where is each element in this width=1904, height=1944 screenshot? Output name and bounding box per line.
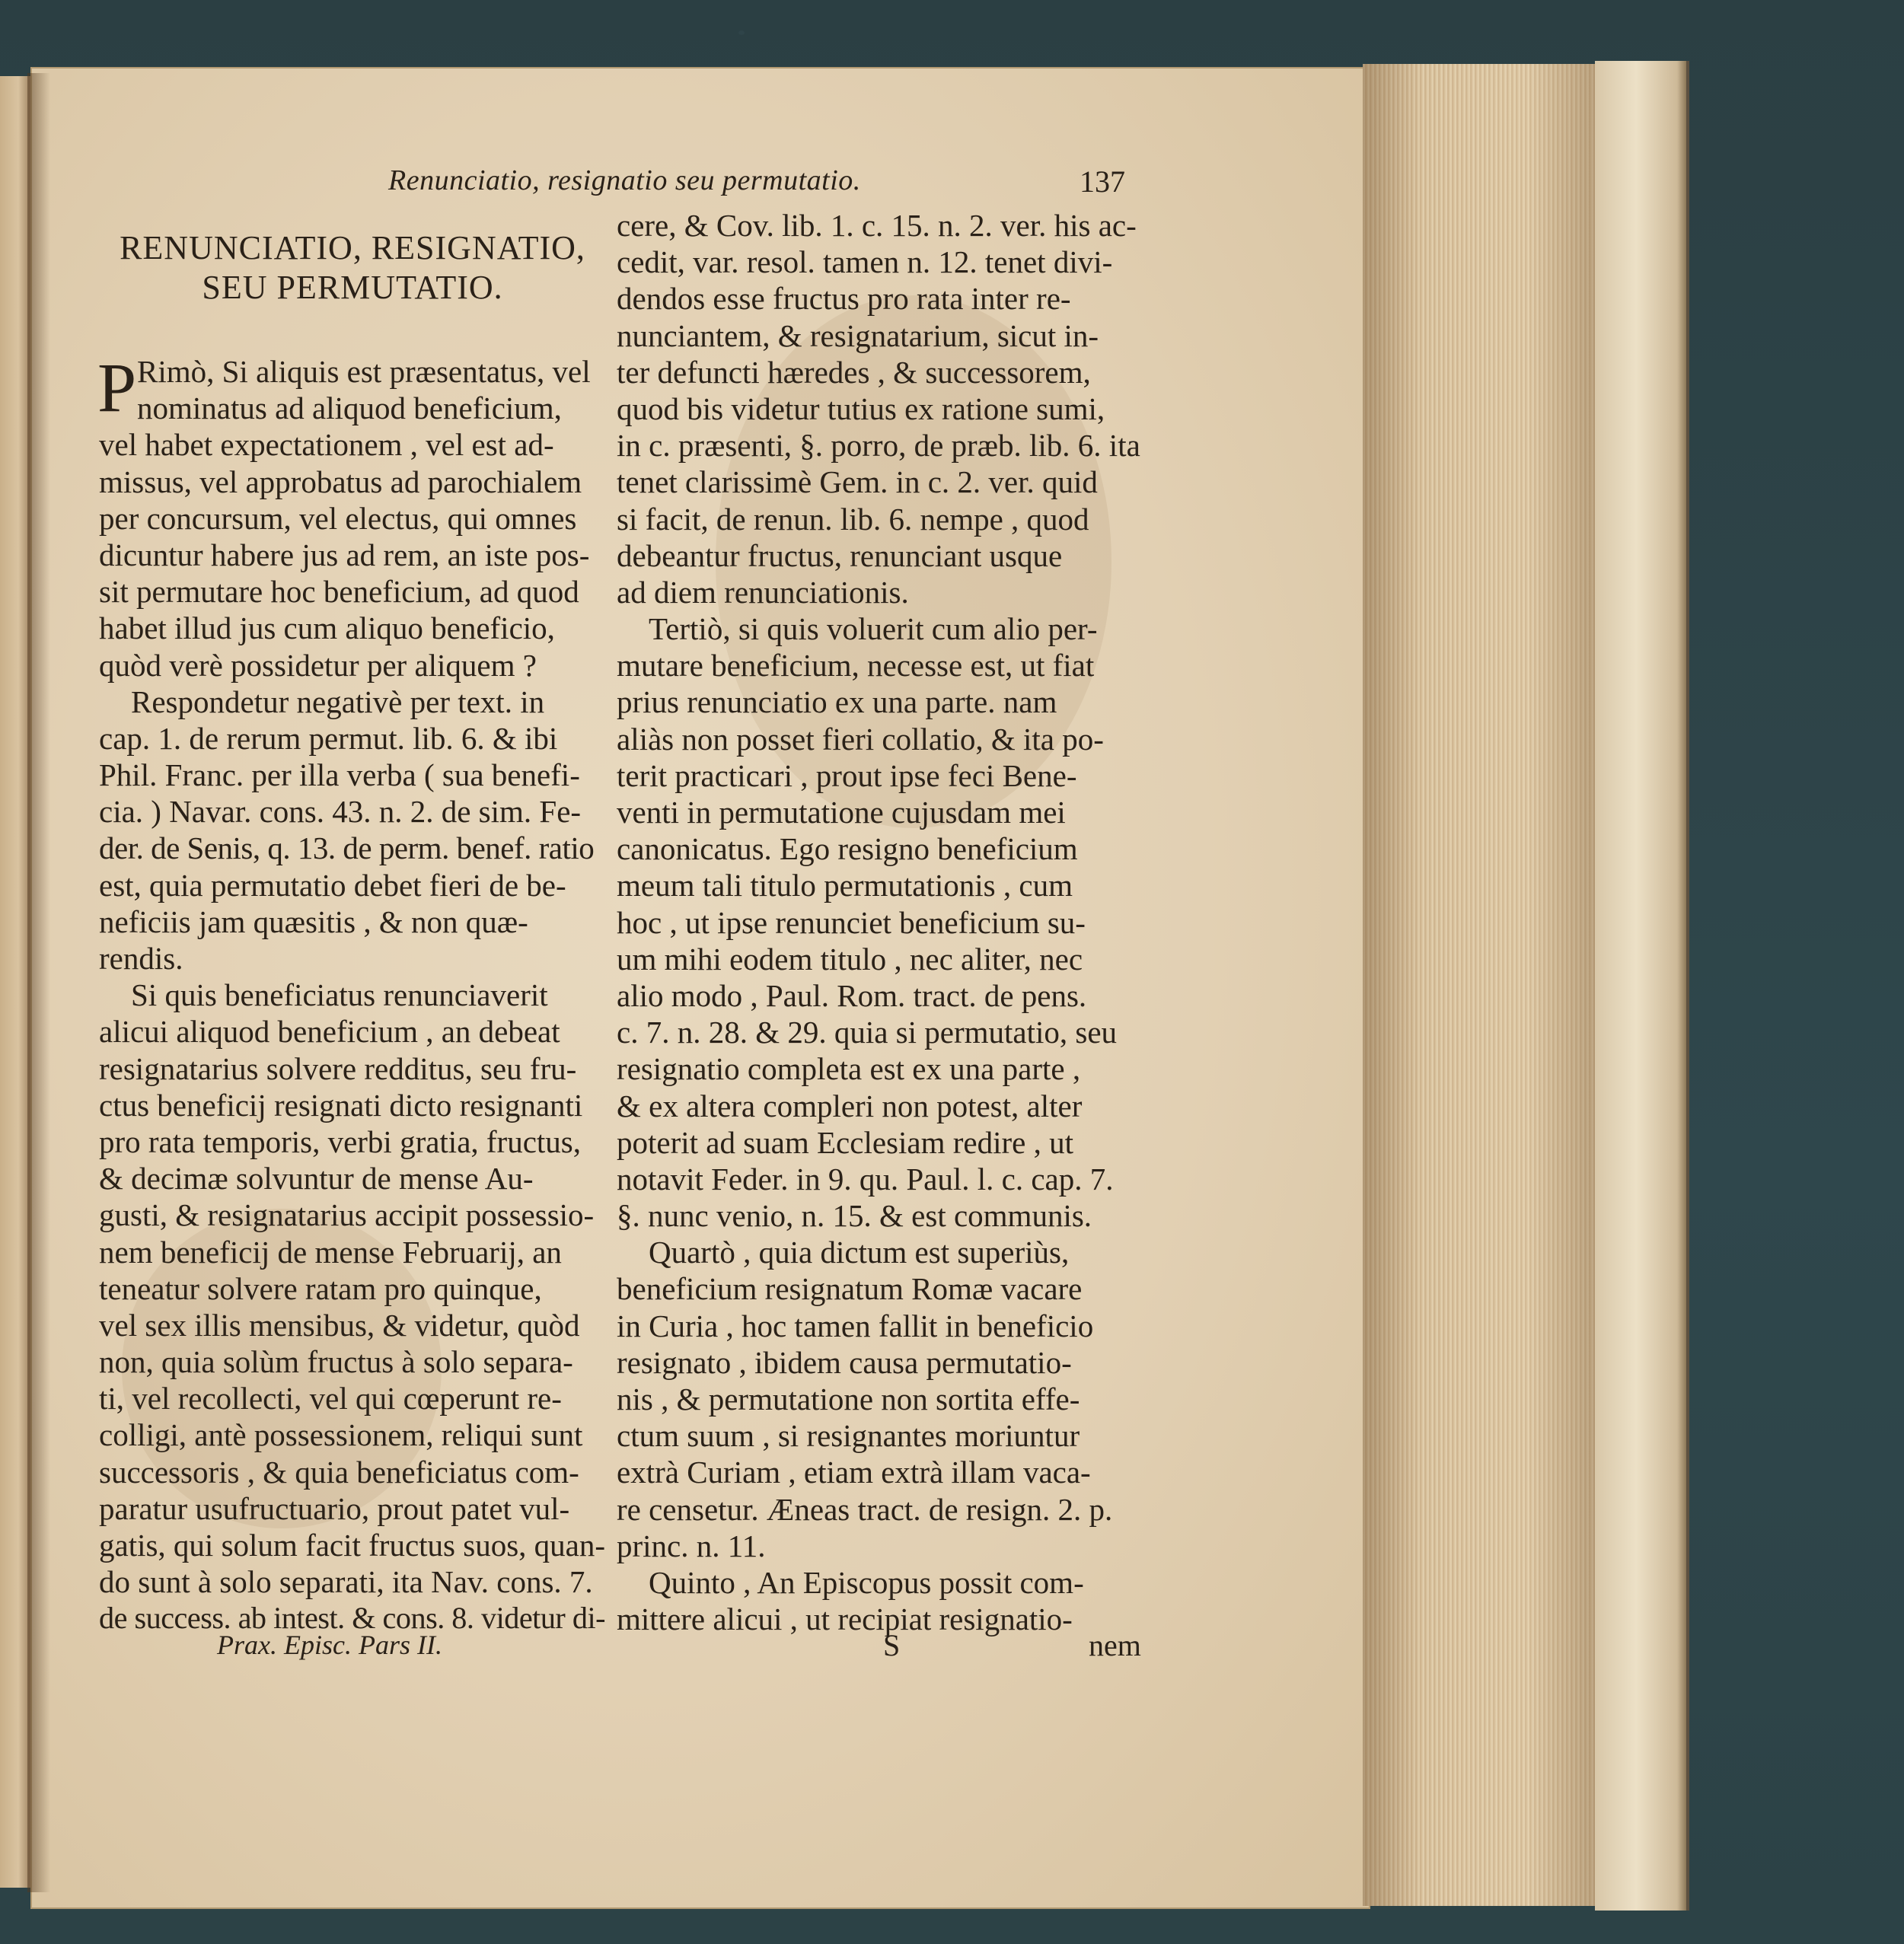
left-text-line: colligi, antè possessionem, reliqui sunt — [99, 1417, 583, 1453]
right-text-line: c. 7. n. 28. & 29. quia si permutatio, seu — [617, 1015, 1118, 1050]
right-text-line: ter defuncti hæredes , & successorem, — [617, 354, 1091, 390]
left-column — [99, 207, 606, 1637]
left-text-line: nem beneficij de mense Februarij, an — [99, 1234, 562, 1270]
right-text-line: si facit, de renun. lib. 6. nempe , quod — [617, 501, 1089, 537]
left-text-line: der. de Senis, q. 13. de perm. benef. ratio — [99, 830, 595, 866]
right-text-line: beneficium resignatum Romæ vacare — [617, 1271, 1083, 1307]
left-text-line: habet illud jus cum aliquo beneficio, — [99, 610, 555, 646]
right-text-line: canonicatus. Ego resigno beneficium — [617, 831, 1078, 867]
left-text-line: Respondetur negativè per text. in — [131, 684, 545, 719]
right-text-line: ad diem renunciationis. — [617, 574, 909, 610]
right-text-line: aliàs non posset fieri collatio, & ita po- — [617, 721, 1104, 757]
page-number: 137 — [1080, 164, 1125, 199]
right-text-line: dendos esse fructus pro rata inter re- — [617, 281, 1071, 317]
right-text-line: extrà Curiam , etiam extrà illam vaca- — [617, 1455, 1091, 1490]
right-text-line: meum tali titulo permutationis , cum — [617, 868, 1073, 903]
right-text-line: cere, & Cov. lib. 1. c. 15. n. 2. ver. his ac- — [617, 208, 1137, 243]
right-text-line: hoc , ut ipse renunciet beneficium su- — [617, 904, 1086, 940]
running-title: Renunciatio, resignatio seu permutatio. — [388, 164, 861, 196]
right-text-line: in c. præsenti, §. porro, de præb. lib. 6. ita — [617, 428, 1140, 464]
dust-fleck — [738, 30, 745, 35]
right-text-line: & ex altera compleri non potest, alter — [617, 1088, 1083, 1123]
left-text-line: ti, vel recollecti, vel qui cœperunt re- — [99, 1381, 562, 1417]
left-text-line: per concursum, vel electus, qui omnes — [99, 500, 577, 536]
right-text-line: nis , & permutatione non sortita effe- — [617, 1382, 1080, 1417]
right-text-line: §. nunc venio, n. 15. & est communis. — [617, 1198, 1092, 1234]
left-text-line: Phil. Franc. per illa verba ( sua benefi- — [99, 757, 580, 793]
section-heading: RENUNCIATIO, RESIGNATIO, — [120, 229, 585, 266]
right-text-line: terit practicari , prout ipse feci Bene- — [617, 757, 1077, 793]
right-text-line: mittere alicui , ut recipiat resignatio- — [617, 1601, 1073, 1637]
spacer — [99, 308, 606, 353]
left-text-line: gusti, & resignatarius accipit possessio- — [99, 1197, 595, 1233]
left-text-line: cia. ) Navar. cons. 43. n. 2. de sim. Fe- — [99, 794, 582, 830]
text-line: nominatus ad aliquod beneficium, — [137, 390, 562, 426]
right-text-line: re censetur. Æneas tract. de resign. 2. p. — [617, 1491, 1113, 1527]
left-text-line: teneatur solvere ratam pro quinque, — [99, 1270, 542, 1306]
left-text-line: alicui aliquod beneficium , an debeat — [99, 1014, 560, 1050]
drop-cap: P — [97, 349, 137, 426]
right-column — [617, 207, 1142, 1637]
right-text-line: resignatio completa est ex una parte , — [617, 1051, 1081, 1087]
left-text-line: & decimæ solvuntur de mense Au- — [99, 1161, 534, 1197]
right-text-line: resignato , ibidem causa permutatio- — [617, 1344, 1072, 1380]
right-text-line: cedit, var. resol. tamen n. 12. tenet divi- — [617, 244, 1113, 280]
right-text-line: nunciantem, & resignatarium, sicut in- — [617, 317, 1099, 353]
bottom-title: Prax. Episc. Pars II. — [217, 1630, 442, 1660]
left-text-line: pro rata temporis, verbi gratia, fructus, — [99, 1123, 581, 1159]
right-text-line: ctum suum , si resignantes moriuntur — [617, 1418, 1080, 1454]
left-text-line: resignatarius solvere redditus, seu fru- — [99, 1050, 577, 1086]
right-text-line: prius renunciatio ex una parte. nam — [617, 684, 1057, 720]
right-text-line: Quartò , quia dictum est superiùs, — [649, 1235, 1070, 1270]
left-text-line: sit permutare hoc beneficium, ad quod — [99, 574, 579, 610]
right-text-line: um mihi eodem titulo , nec aliter, nec — [617, 941, 1083, 977]
right-text-line: in Curia , hoc tamen fallit in beneficio — [617, 1308, 1094, 1343]
left-text-line: de success. ab intest. & cons. 8. videtur di- — [99, 1601, 606, 1636]
spacer — [99, 207, 606, 228]
text-block-shade — [1363, 64, 1599, 1906]
text-line-content: Rimò, Si aliquis est præsentatus, vel — [137, 354, 591, 389]
left-text-line: quòd verè possidetur per aliquem ? — [99, 647, 537, 683]
section-heading: SEU PERMUTATIO. — [202, 269, 503, 306]
right-text-line: tenet clarissimè Gem. in c. 2. ver. quid — [617, 464, 1098, 500]
book-cover — [1595, 61, 1689, 1911]
gutter-shadow — [27, 73, 50, 1892]
left-text-line: non, quia solùm fructus à solo separa- — [99, 1344, 573, 1380]
right-text-line: notavit Feder. in 9. qu. Paul. l. c. cap. 7. — [617, 1161, 1114, 1197]
left-text-line: ctus beneficij resignati dicto resignanti — [99, 1087, 583, 1123]
left-text-line: neficiis jam quæsitis , & non quæ- — [99, 903, 528, 939]
left-text-line: vel sex illis mensibus, & videtur, quòd — [99, 1307, 580, 1343]
right-text-line: mutare beneficium, necesse est, ut fiat — [617, 648, 1095, 684]
left-text-line: rendis. — [99, 941, 183, 976]
signature-mark: S — [883, 1628, 901, 1662]
right-text-line: venti in permutatione cujusdam mei — [617, 795, 1066, 830]
right-text-line: Tertiò, si quis voluerit cum alio per- — [649, 611, 1098, 647]
right-text-line: debeantur fructus, renunciant usque — [617, 537, 1063, 573]
right-text-line: quod bis videtur tutius ex ratione sumi, — [617, 390, 1105, 426]
right-text-line: poterit ad suam Ecclesiam redire , ut — [617, 1124, 1073, 1160]
left-text-line: do sunt à solo separati, ita Nav. cons. 7. — [99, 1564, 593, 1600]
catchword: nem — [1089, 1628, 1141, 1662]
left-text-line: missus, vel approbatus ad parochialem — [99, 464, 582, 499]
left-text-line: cap. 1. de rerum permut. lib. 6. & ibi — [99, 720, 558, 756]
right-text-line: alio modo , Paul. Rom. tract. de pens. — [617, 977, 1087, 1013]
right-text-line: princ. n. 11. — [617, 1528, 766, 1563]
left-text-line: est, quia permutatio debet fieri de be- — [99, 867, 566, 903]
left-text-line: dicuntur habere jus ad rem, an iste pos- — [99, 537, 590, 572]
left-text-line: vel habet expectationem , vel est ad- — [99, 427, 554, 463]
left-text-line: Si quis beneficiatus renunciaverit — [131, 977, 548, 1013]
left-text-line: successoris , & quia beneficiatus com- — [99, 1454, 579, 1490]
right-text-line: Quinto , An Episcopus possit com- — [649, 1564, 1084, 1600]
left-text-line: gatis, qui solum facit fructus suos, quan- — [99, 1528, 606, 1563]
left-text-line: paratur usufructuario, prout patet vul- — [99, 1490, 570, 1526]
